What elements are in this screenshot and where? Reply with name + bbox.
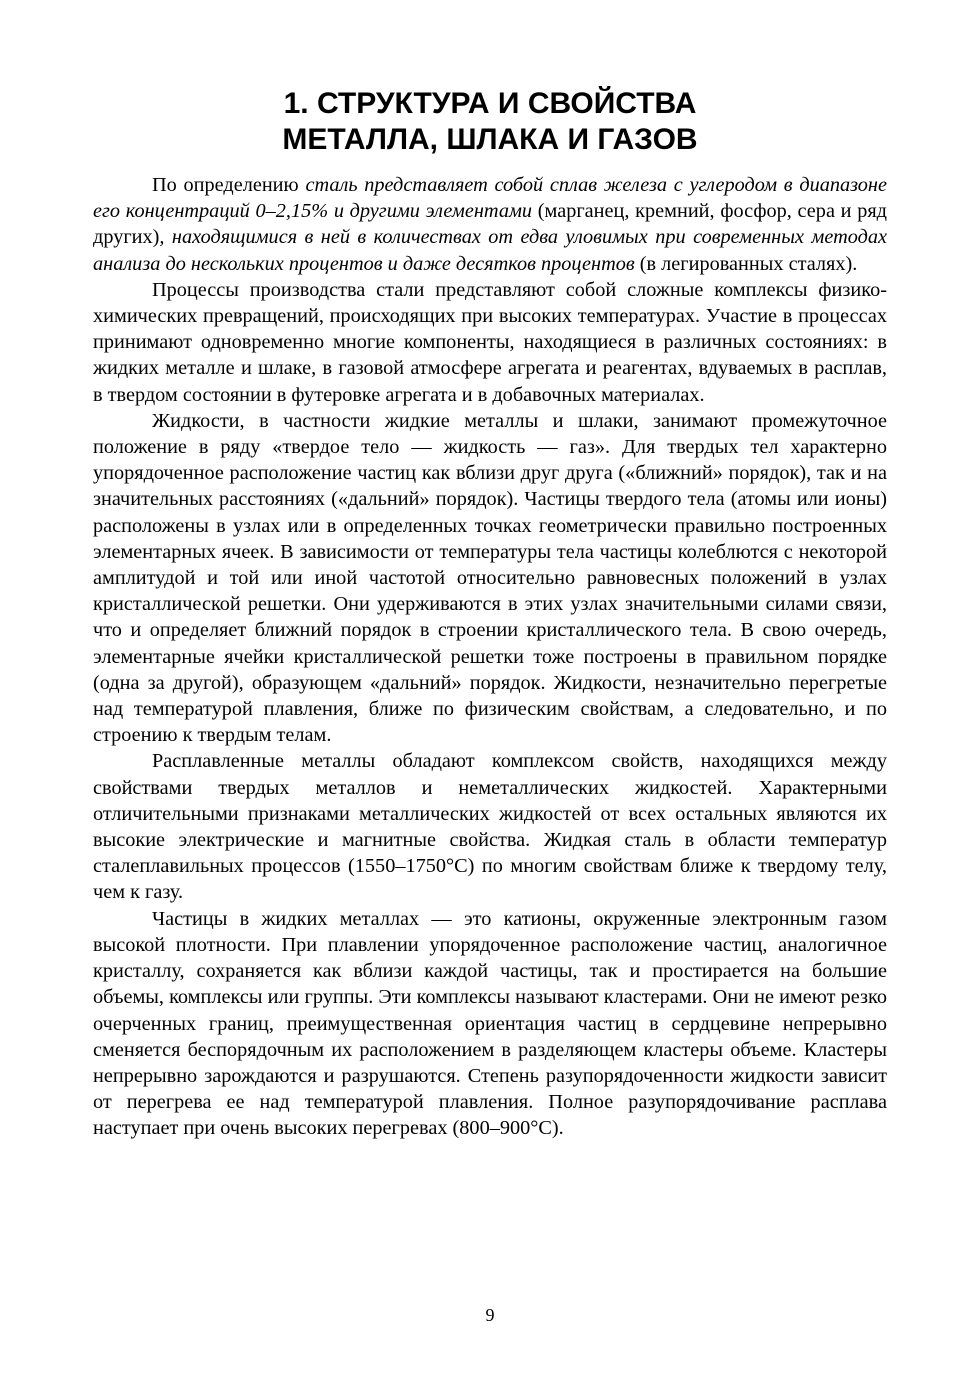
- paragraph-definition-italic-2: , находящимися в ней в количествах от едва уловимых при современных методах анализа до нескольких процентов и даже десятков процентов: [93, 226, 887, 275]
- paragraph-particles: Частицы в жидких металлах — это катионы, окруженные электронным газом высокой плотности. При плавлении упорядоченное расположение частиц, аналогичное кристаллу, сохраняется как вблизи каждой частицы, так и простирается на большие объемы, комплексы или группы. Эти комплексы называют кластерами. Они не имеют резко очерченных границ, преимущественная ориентация частиц в сердцевине непрерывно сменяется беспорядочным их расположением в разделяющем кластеры объеме. Кластеры непрерывно зарождаются и разрушаются. Степень разупорядоченности жидкости зависит от перегрева ее над температурой плавления. Полное разупорядочивание расплава наступает при очень высоких перегревах (800–900°С).: [93, 907, 887, 1140]
- paragraph-definition-text-1: По определению: [152, 174, 306, 196]
- chapter-title-line-2: МЕТАЛЛА, ШЛАКА И ГАЗОВ: [282, 123, 698, 156]
- page-number: 9: [485, 1305, 495, 1325]
- page-body: [93, 86, 887, 1142]
- paragraph-processes: Процессы производства стали представляют собой сложные комплексы физико-химических превращений, происходящих при высоких температурах. Участие в процессах принимают одновременно многие компоненты, находящиеся в различных состояниях: в жидких металле и шлаке, в газовой атмосфере агрегата и реагентах, вдуваемых в расплав, в твердом состоянии в футеровке агрегата и в добавочных материалах.: [93, 278, 887, 406]
- chapter-title: [93, 86, 887, 158]
- paragraph-definition-italic-1: сталь представляет собой сплав железа с углеродом в диапазоне его концентраций 0–2,15% и другими элементами: [93, 174, 887, 223]
- paragraph-definition: [93, 172, 887, 277]
- paragraph-molten-metals: Расплавленные металлы обладают комплексом свойств, находящихся между свойствами твердых металлов и неметаллических жидкостей. Характерными отличительными признаками металлических жидкостей от всех остальных являются их высокие электрические и магнитные свойства. Жидкая сталь в области температур сталеплавильных процессов (1550–1750°С) по многим свойствам ближе к твердому телу, чем к газу.: [93, 750, 887, 904]
- paragraph-definition-text-2: (марганец, кремний, фосфор, сера и ряд других): [93, 200, 887, 249]
- chapter-title-line-1: 1. СТРУКТУРА И СВОЙСТВА: [283, 87, 697, 120]
- paragraph-definition-text-3: (в легированных сталях).: [634, 252, 858, 275]
- paragraph-liquids: Жидкости, в частности жидкие металлы и шлаки, занимают промежуточное положение в ряду «твердое тело — жидкость — газ». Для твердых тел характерно упорядоченное расположение частиц как вблизи друг друга («ближний» порядок), так и на значительных расстояниях («дальний» порядок). Частицы твердого тела (атомы или ионы) расположены в узлах или в определенных точках геометрически правильно построенных элементарных ячеек. В зависимости от температуры тела частицы колеблются с некоторой амплитудой и той или иной частотой относительно равновесных положений в узлах кристаллической решетки. Они удерживаются в этих узлах значительными силами связи, что и определяет ближний порядок в строении кристаллического тела. В свою очередь, элементарные ячейки кристаллической решетки тоже построены в правильном порядке (одна за другой), образующем «дальний» порядок. Жидкости, незначительно перегретые над температурой плавления, ближе по физическим свойствам, а следовательно, и по строению к твердым телам.: [93, 409, 887, 747]
